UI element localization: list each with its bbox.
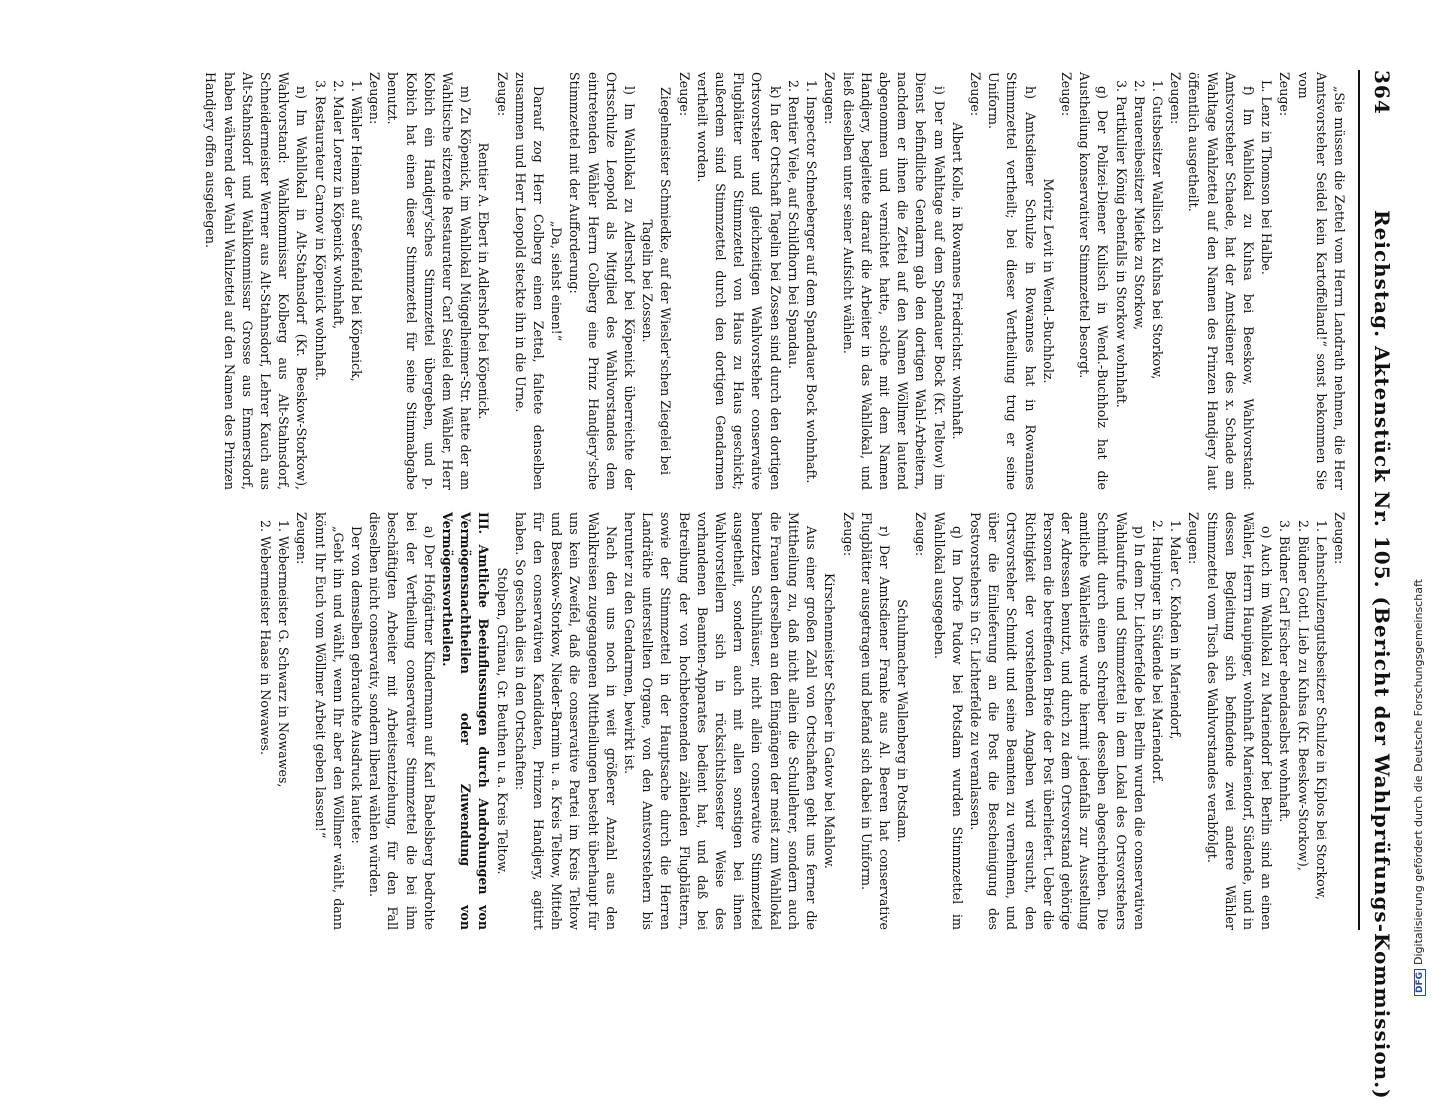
paragraph: „Da, siehst einen!“: [549, 220, 565, 342]
witness-label: Zeugen:: [367, 72, 383, 125]
paragraph: 2. Rentier Viele, auf Schildhorn bei Spandau.: [785, 80, 801, 370]
section-heading: III. Amtliche Beeinflussungen durch Androhungen von Vermögensnachtheilen oder Zuwendung von Vermögensvortheilen.: [440, 512, 492, 930]
page-header: [1364, 70, 1396, 1100]
funding-note: [1412, 276, 1430, 996]
paragraph: Moritz Levit in Wend.-Buchholz.: [1040, 178, 1056, 384]
paragraph: 3. Restaurateur Carnow in Köpenick wohnhaft.: [312, 80, 328, 381]
paragraph: Aus einer großen Zahl von Ortschaften geht uns ferner die Mittheilung zu, daß nicht allein die Schullehrer, sondern auch die Frauen derselben an den Eingängen der meist zum Wahllokal benutzten Schulhäuser, nicht allein conservative Stimmzettel ausgetheilt, sondern auch mit allen sonstigen bei ihnen Wahlvorstellern sich in rücksichtslosester Weise des vorhandenen Beamten-Apparates bedient hat, und daß bei Betreibung der von hochbetonenden zählenden Flugblättern, sowie der Stimmzettel in der Hauptsache durch die Herren Landräthe unterstellten Organe, von den Amtsvorstehern bis herunter zu den Gendarmen, bewirkt ist.: [622, 512, 820, 930]
witness-label: Zeugen:: [294, 512, 310, 565]
paragraph: Nach den uns noch in weit größerer Anzahl aus den Wahlkreisen zugegangenen Mittheilungen besteht überhaupt für uns kein Zweifel, daß die conservative Partei im Kreis Teltow und Beeskow-Storkow, Nieder-Barnim u. a. Kreis Teltow, Mitteln für den conservativen Kandidaten, Prinzen Handjery, agitirt haben. So geschah dies in den Ortschaften:: [512, 512, 619, 930]
witness-label: Zeuge:: [967, 72, 983, 117]
paragraph: 3. Partikulier König ebenfalls in Storkow wohnhaft.: [1113, 80, 1129, 408]
paragraph: n) Im Wahllokal in Alt-Stahnsdorf (Kr. Beeskow-Storkow), Wahlvorstand: Wahlkommissar Kolberg aus Alt-Stahnsdorf, Schneidermeister Werner aus Alt-Stahnsdorf, Lehrer Kauch aus Alt-Stahnsdorf und Wahlkommissar Grosse aus Emmersdorf, haben während der Wahl Wahlzettel auf den Namen des Prinzen Handjery offen ausgelegen.: [203, 72, 310, 490]
witness-label: Zeugen:: [1168, 72, 1184, 125]
paragraph: o) Auch im Wahllokal zu Mariendorf bei Berlin sind an einen Wähler, Herrn Haupinger, wohnhaft Mariendorf, Südende, und in dessen Begleitung sich befindende zwei andere Wähler Stimmzettel vom Tisch des Wahlvorstandes verabfolgt.: [1204, 512, 1275, 930]
witness-label: Zeuge:: [676, 72, 692, 117]
paragraph: h) Amtsdiener Schulze in Rowannes hat in Rowannes Stimmzettel vertheilt; bei dieser Vertheilung trug er seine Uniform.: [986, 72, 1038, 490]
page-number: 364: [1370, 70, 1394, 115]
header-rule: [1358, 70, 1360, 930]
paragraph: 2. Büdner Gottl. Lieb zu Kuhsa (Kr. Beeskow-Storkow),: [1295, 520, 1311, 871]
witness-label: Zeuge:: [913, 512, 929, 557]
paragraph: p) In dem Dr. Lichterfelde bei Berlin wurden die conservativen Wahlaufrufe und Stimmzettel in dem Lokal des Ortsvorstehers Schmidt durch einen Schreiber desselben abgeschrieben. Die amtliche Wählerliste wurde hiermit jedenfalls zur Ausstellung der Adressen benutzt, und durch zu dem Ortsvorstand gehörige Personen die betreffenden Briefe der Post überliefert. Ueber die Richtigkeit der vorstehenden Angaben wird ersucht, den Ortsvorsteher Schmidt und seine Beamten zu vernehmen, und über die Einlieferung an die Post die Bescheinigung des Postvorstehers in Gr. Lichterfelde zu veranlassen.: [967, 512, 1147, 930]
paragraph: k) In der Ortschaft Tagelin bei Zossen sind durch den dortigen Ortsvorsteher und gleichzeitigen Wahlvorsteher conservative Flugblätter und Stimmzettel von Haus zu Haus geschickt; außerdem sind Stimmzettel durch den dortigen Gendarmen vertheilt worden.: [694, 72, 783, 490]
paragraph: 1. Maler C. Kohden in Mariendorf,: [1168, 520, 1184, 740]
witness-label: Zeuge:: [1277, 72, 1293, 117]
paragraph: m) Zu Köpenick, im Wahllokal Müggelheimer-Str. hatte der am Wahltische sitzende Restaurateur Carl Seidel dem Wähler, Herr Kobich ein Handjery'sches Stimmzettel übergeben, und p. Kobich hat einen dieser Stimmzettel für seine Stimmabgabe benutzt.: [385, 72, 474, 490]
paragraph: Ziegelmeister Schmiedke, auf der Wiesler'schen Ziegelei bei Tagelin bei Zossen.: [640, 86, 674, 475]
paragraph: 1. Inspector Schneeberger auf dem Spandauer Bock wohnhaft.: [804, 80, 820, 484]
paragraph: Der von demselben gebrauchte Ausdruck lautete:: [349, 526, 365, 844]
paragraph: 2. Haupinger in Südende bei Mariendorf.: [1149, 520, 1165, 784]
paragraph: Rentier A. Ebert in Adlershof bei Köpenick.: [476, 142, 492, 420]
witness-label: Zeugen:: [1332, 512, 1347, 565]
paragraph: a) Der Hofgärtner Kindermann auf Karl Babelsberg bedrohte bei der Vertheilung conservativer Stimmzettel die bei ihm beschäftigten Arbeiter mit Arbeitsentziehung, für den Fall dieselben nicht conservativ, sondern liberal wählen würden.: [367, 512, 437, 930]
running-title: Reichstag. Aktenstück Nr. 105. (Bericht der Wahlprüfungs-Kommission.): [1370, 210, 1394, 1100]
paragraph: „Sie müssen die Zettel vom Herrn Landrath nehmen, die Herr Amtsvorsteher Seidel kein Kartoffelland!“ sonst bekommen Sie vom: [1295, 72, 1347, 490]
funding-note-text: Digitalisierung gefördert durch die Deutsche Forschungsgemeinschaft: [1412, 579, 1425, 965]
witness-label: Zeugen:: [1186, 512, 1202, 565]
paragraph: r) Der Amtsdiener Franke aus Al. Beeren hat conservative Flugblätter ausgetragen und befand sich dabei in Uniform.: [858, 512, 892, 930]
paragraph: 1. Wähler Heiman auf Seefenfeld bei Köpenick,: [349, 80, 365, 382]
paragraph: Darauf zog Herr Colberg einen Zettel, faltete denselben zusammen und Herr Leopold steckte ihn in die Urne.: [512, 72, 547, 490]
paragraph: 1. Gutsbesitzer Wallisch zu Kuhsa bei Storkow,: [1149, 80, 1165, 380]
paragraph: L. Lenz in Thomson bei Halbe.: [1259, 80, 1275, 275]
paragraph: „Gebt ihn und wählt, wenn Ihr aber den Wöllmer wählt, dann könnt Ihr Euch vom Wöllmer Arbeit geben lassen!“: [312, 512, 346, 930]
paragraph: g) Der Polizei-Diener Kulisch in Wend.-Buchholz hat die Austheilung konservativer Stimmzettel besorgt.: [1077, 72, 1111, 490]
dfg-logo-icon: DFG: [1414, 969, 1426, 996]
paragraph: i) Der am Wahltage auf dem Spandauer Bock (Kr. Teltow) im Dienst befindliche Gendarm gab den dortigen Wahl-Arbeitern, nachdem er ihnen die Zettel auf den Namen Wöllmer lautend abgenommen und vernichtet hatte, solche mit dem Namen Handjery, begleitete darauf die Arbeiter in das Wahllokal, und ließ dieselben unter seiner Aufsicht wählen.: [840, 72, 947, 490]
paragraph: 3. Büdner Carl Fischer ebendaselbst wohnhaft.: [1277, 520, 1293, 823]
paragraph: Stolpen, Grünau, Gr. Beuthen u. a. Kreis Teltow.: [494, 567, 510, 875]
paragraph: l) Im Wahllokal zu Adlershof bei Köpenick überreichte der Ortsschulze Leopold als Mitglied des Wahlvorstandes dem eintretenden Wähler Herrn Colberg eine Prinz Handjery'sche Stimmzettel mit der Aufforderung:: [567, 72, 638, 490]
paragraph: 2. Brauereibesitzer Mietke zu Storkow,: [1131, 80, 1147, 331]
paragraph: q) Im Dorfe Pudow bei Potsdam wurden Stimmzettel im Wahllokal ausgegeben.: [931, 512, 965, 930]
paragraph: 1. Lehnschulzengutsbesitzer Schulze in Kiplos bei Storkow,: [1313, 520, 1329, 900]
paragraph: Kirschenmeister Scheer in Gatow bei Mahlow.: [822, 573, 838, 869]
witness-label: Zeugen:: [822, 72, 838, 125]
paragraph: 2. Maler Lorenz in Köpenick wohnhaft,: [330, 80, 346, 330]
paragraph: 2. Webermeister Haase in Nowawes.: [258, 520, 274, 755]
paragraph: 1. Webermeister G. Schwarz in Nowawes,: [276, 520, 292, 788]
witness-label: Zeuge:: [1058, 72, 1074, 117]
left-column: [201, 72, 1348, 490]
witness-label: Zeuge:: [494, 72, 510, 117]
paragraph: Albert Kolle, in Rowannes Friedrichstr. wohnhaft.: [949, 122, 965, 440]
paragraph: f) Im Wahllokal zu Kuhsa bei Beeskow, Wahlvorstand: Amtsvorsteher Schaede, hat der Amtsdiener des x. Schade am Wahltage Wahlzettel auf den Namen des Prinzen Handjery laut öffentlich ausgetheilt.: [1186, 72, 1256, 490]
right-column: [256, 512, 1348, 930]
paragraph: Schuhmacher Wallenberg in Potsdam.: [895, 599, 911, 843]
witness-label: Zeuge:: [840, 512, 856, 557]
